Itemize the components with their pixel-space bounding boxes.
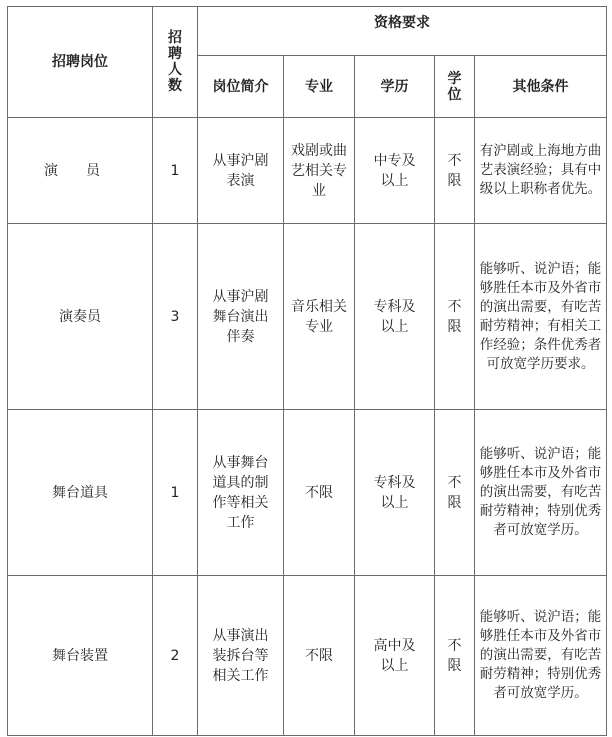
intro-cell — [198, 410, 284, 576]
position-cell: 舞台道具 — [8, 410, 153, 576]
degree-text: 不限 — [447, 152, 462, 189]
table-row — [8, 410, 607, 576]
degree-cell — [435, 118, 475, 224]
degree-cell — [435, 410, 475, 576]
header-degree-text: 学位 — [447, 70, 462, 103]
other-cell: 有沪剧或上海地方曲艺表演经验；具有中级以上职称者优先。 — [475, 118, 607, 224]
degree-cell — [435, 576, 475, 736]
recruitment-table — [7, 6, 607, 736]
major-cell — [284, 118, 355, 224]
education-cell — [355, 118, 435, 224]
header-position: 招聘岗位 — [8, 7, 153, 118]
other-cell: 能够听、说沪语；能够胜任本市及外省市的演出需要，有吃苦耐劳精神；特别优秀者可放宽学历。 — [475, 576, 607, 736]
header-qualifications: 资格要求 — [198, 7, 607, 56]
major-cell: 不限 — [284, 410, 355, 576]
education-text: 专科及以上 — [373, 474, 416, 511]
education-text: 专科及以上 — [373, 298, 416, 335]
education-cell — [355, 410, 435, 576]
intro-cell — [198, 576, 284, 736]
header-education: 学历 — [355, 56, 435, 118]
intro-cell — [198, 118, 284, 224]
header-degree — [435, 56, 475, 118]
table-row — [8, 576, 607, 736]
education-text: 中专及以上 — [373, 152, 416, 189]
position-name: 演 员 — [44, 162, 100, 179]
header-row-top — [8, 7, 607, 56]
education-cell — [355, 224, 435, 410]
position-cell: 舞台装置 — [8, 576, 153, 736]
degree-cell — [435, 224, 475, 410]
intro-text: 从事演出装拆台等相关工作 — [212, 627, 269, 684]
count-cell: 2 — [153, 576, 198, 736]
degree-text: 不限 — [447, 474, 462, 511]
education-cell — [355, 576, 435, 736]
table-row — [8, 224, 607, 410]
major-text: 戏剧或曲艺相关专业 — [291, 142, 347, 199]
header-count-text: 招聘人数 — [168, 30, 182, 94]
intro-cell — [198, 224, 284, 410]
major-cell — [284, 224, 355, 410]
degree-text: 不限 — [447, 298, 462, 335]
degree-text: 不限 — [447, 637, 462, 674]
education-text: 高中及以上 — [373, 637, 416, 674]
header-count — [153, 7, 198, 118]
header-other: 其他条件 — [475, 56, 607, 118]
intro-text: 从事舞台道具的制作等相关工作 — [212, 454, 269, 531]
header-intro: 岗位简介 — [198, 56, 284, 118]
other-cell: 能够听、说沪语；能够胜任本市及外省市的演出需要，有吃苦耐劳精神；有相关工作经验；条件优秀者可放宽学历要求。 — [475, 224, 607, 410]
other-cell: 能够听、说沪语；能够胜任本市及外省市的演出需要，有吃苦耐劳精神；特别优秀者可放宽学历。 — [475, 410, 607, 576]
table-row — [8, 118, 607, 224]
intro-text: 从事沪剧舞台演出伴奏 — [212, 288, 269, 345]
header-major: 专业 — [284, 56, 355, 118]
position-cell — [8, 118, 153, 224]
count-cell: 1 — [153, 410, 198, 576]
major-text: 音乐相关专业 — [291, 298, 347, 335]
major-cell: 不限 — [284, 576, 355, 736]
count-cell: 3 — [153, 224, 198, 410]
position-cell: 演奏员 — [8, 224, 153, 410]
intro-text: 从事沪剧表演 — [212, 152, 269, 189]
count-cell: 1 — [153, 118, 198, 224]
